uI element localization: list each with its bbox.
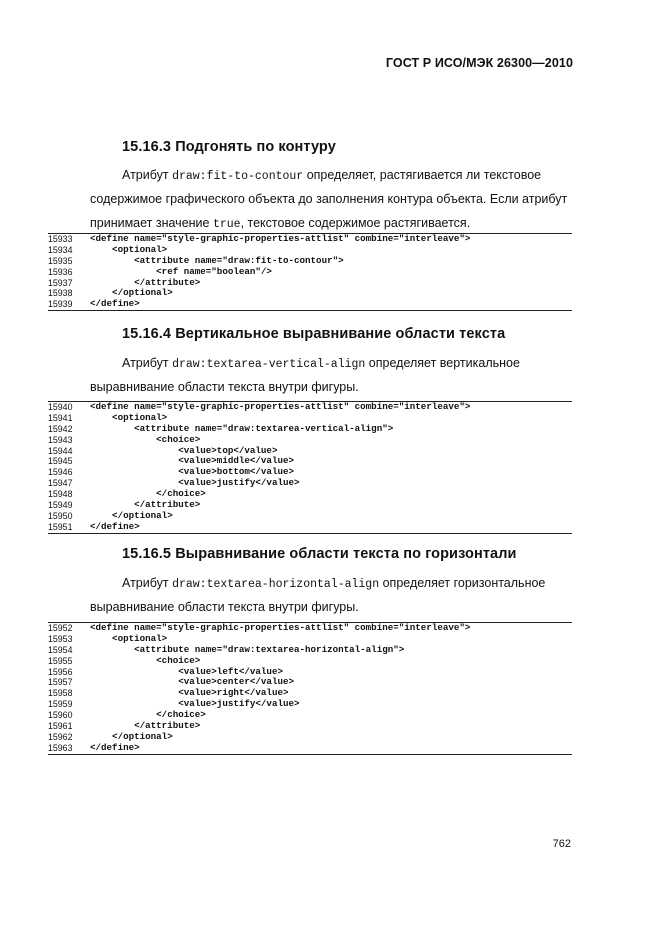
code-text: <attribute name="draw:textarea-horizontal-align"> — [90, 643, 405, 655]
line-number: 15963 — [48, 742, 73, 753]
inline-code: draw:fit-to-contour — [172, 170, 304, 183]
line-number: 15944 — [48, 445, 73, 456]
code-text: </attribute> — [90, 720, 201, 732]
line-number: 15942 — [48, 423, 73, 434]
line-number: 15947 — [48, 478, 73, 489]
line-number: 15940 — [48, 402, 73, 412]
line-number: 15935 — [48, 255, 73, 266]
text-run: определяет — [382, 576, 451, 590]
section-heading-15-16-4: 15.16.4 Вертикальное выравнивание области текста — [122, 326, 506, 342]
code-text: <value>bottom</value> — [90, 466, 294, 478]
code-text: <define name="style-graphic-properties-attlist" combine="interleave"> — [90, 401, 471, 412]
inline-code: draw:textarea-vertical-align — [172, 358, 366, 371]
code-text: <value>left</value> — [90, 665, 283, 677]
text-run: Атрибут — [122, 356, 169, 370]
line-number: 15957 — [48, 677, 73, 688]
code-text: <ref name="boolean"/> — [90, 265, 272, 277]
code-line — [48, 743, 572, 754]
code-text: <optional> — [90, 411, 168, 423]
code-text: </define> — [90, 298, 140, 310]
inline-code: true — [212, 218, 241, 231]
code-listing-15-16-5 — [48, 622, 572, 755]
code-text: <choice> — [90, 433, 201, 445]
code-text: <value>center</value> — [90, 676, 294, 688]
section-heading-15-16-3: 15.16.3 Подгонять по контуру — [122, 139, 336, 155]
text-run: , текстовое содержимое растягивается. — [240, 216, 471, 230]
line-number: 15950 — [48, 510, 73, 521]
paragraph-line: выравнивание области текста внутри фигуры. — [90, 380, 359, 394]
paragraph-line: содержимое графического объекта до заполнения контура объекта. Если атрибут — [90, 192, 568, 206]
code-line — [48, 435, 572, 446]
line-number: 15946 — [48, 467, 73, 478]
code-text: <attribute name="draw:fit-to-contour"> — [90, 254, 344, 266]
code-listing-15-16-3 — [48, 233, 572, 311]
text-run: определяет — [368, 356, 437, 370]
code-text: </choice> — [90, 709, 206, 721]
code-line — [48, 267, 572, 278]
inline-code: draw:textarea-horizontal-align — [172, 578, 380, 591]
line-number: 15954 — [48, 644, 73, 655]
code-line — [48, 522, 572, 533]
code-text: <value>right</value> — [90, 687, 289, 699]
code-text: <optional> — [90, 243, 168, 255]
line-number: 15962 — [48, 731, 73, 742]
code-line — [48, 656, 572, 667]
line-number: 15952 — [48, 623, 73, 633]
section-heading-15-16-5: 15.16.5 Выравнивание области текста по горизонтали — [122, 546, 517, 562]
code-text: </attribute> — [90, 499, 201, 511]
line-number: 15941 — [48, 412, 73, 423]
text-run: Атрибут — [122, 576, 169, 590]
paragraph-line — [90, 163, 572, 187]
code-text: <value>justify</value> — [90, 698, 300, 710]
text-run: Атрибут — [122, 168, 169, 182]
code-text: </choice> — [90, 488, 206, 500]
text-run: горизонтальное — [453, 576, 546, 590]
paragraph-line — [90, 351, 572, 375]
section-paragraph-15-16-4 — [90, 351, 572, 399]
section-paragraph-15-16-5 — [90, 571, 572, 619]
code-text: <value>top</value> — [90, 444, 278, 456]
line-number: 15956 — [48, 666, 73, 677]
line-number: 15938 — [48, 288, 73, 299]
code-text: <value>middle</value> — [90, 455, 294, 467]
line-number: 15951 — [48, 521, 73, 532]
text-run: определяет, растягивается ли текстовое — [306, 168, 542, 182]
code-text: </define> — [90, 520, 140, 532]
line-number: 15961 — [48, 721, 73, 732]
line-number: 15934 — [48, 244, 73, 255]
line-number: 15937 — [48, 277, 73, 288]
code-text: <define name="style-graphic-properties-attlist" combine="interleave"> — [90, 622, 471, 633]
standard-designation: ГОСТ Р ИСО/МЭК 26300—2010 — [385, 56, 573, 70]
line-number: 15945 — [48, 456, 73, 467]
line-number: 15948 — [48, 489, 73, 500]
line-number: 15955 — [48, 655, 73, 666]
code-text: <optional> — [90, 632, 168, 644]
line-number: 15936 — [48, 266, 73, 277]
page-number: 762 — [552, 838, 571, 850]
code-text: </optional> — [90, 730, 173, 742]
text-run: вертикальное — [439, 356, 520, 370]
code-text: </attribute> — [90, 276, 201, 288]
text-run: принимает значение — [90, 216, 210, 230]
line-number: 15959 — [48, 699, 73, 710]
code-text: </optional> — [90, 509, 173, 521]
line-number: 15949 — [48, 500, 73, 511]
section-paragraph-15-16-3 — [90, 163, 572, 235]
line-number: 15933 — [48, 234, 73, 244]
code-text: <attribute name="draw:textarea-vertical-align"> — [90, 422, 394, 434]
code-line — [48, 299, 572, 310]
code-text: <define name="style-graphic-properties-attlist" combine="interleave"> — [90, 233, 471, 244]
code-text: </define> — [90, 741, 140, 753]
code-text: </optional> — [90, 287, 173, 299]
line-number: 15960 — [48, 710, 73, 721]
line-number: 15943 — [48, 434, 73, 445]
code-listing-15-16-4 — [48, 401, 572, 534]
code-text: <value>justify</value> — [90, 477, 300, 489]
paragraph-line: выравнивание области текста внутри фигуры. — [90, 600, 359, 614]
paragraph-line — [90, 571, 572, 595]
line-number: 15953 — [48, 633, 73, 644]
paragraph-line — [90, 211, 572, 235]
line-number: 15958 — [48, 688, 73, 699]
code-text: <choice> — [90, 654, 201, 666]
line-number: 15939 — [48, 299, 73, 310]
